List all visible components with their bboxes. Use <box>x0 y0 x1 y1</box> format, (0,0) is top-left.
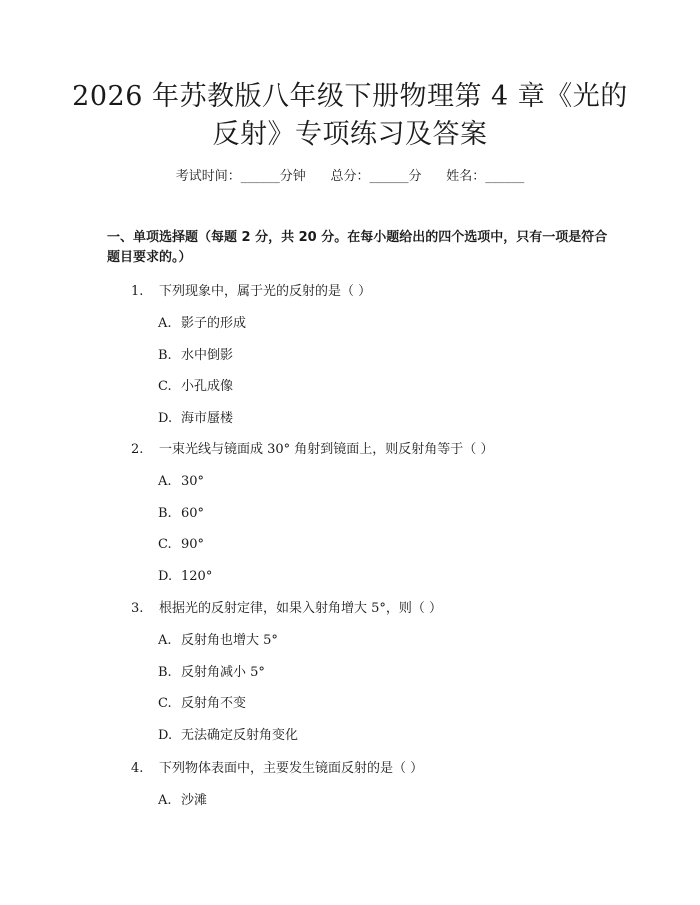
option-text: 反射角也增大 5° <box>181 633 278 648</box>
option-text: 反射角减小 5° <box>181 664 265 680</box>
exam-info-line: 考试时间：______分钟 总分：______分 姓名：______ <box>175 169 525 184</box>
option-letter: A. <box>158 474 172 489</box>
option-letter: C. <box>158 379 172 395</box>
option-text: 120° <box>181 569 213 585</box>
option-text: 90° <box>181 537 205 553</box>
option-letter: B. <box>158 664 172 680</box>
question-text: 根据光的反射定律，如果入射角增大 5°，则（ ） <box>159 601 443 616</box>
option-letter: A. <box>158 793 172 808</box>
option-text: 30° <box>181 474 205 489</box>
question-text: 下列现象中，属于光的反射的是（ ） <box>159 284 372 299</box>
option-letter: C. <box>158 696 172 712</box>
option-text: 影子的形成 <box>181 316 247 331</box>
option-letter: D. <box>158 411 173 427</box>
option-letter: A. <box>158 633 172 648</box>
question-number: 2. <box>131 442 144 457</box>
question-number: 1. <box>131 284 144 299</box>
option-letter: D. <box>158 569 173 585</box>
option-text: 反射角不变 <box>181 696 247 712</box>
option-text: 海市蜃楼 <box>181 411 234 427</box>
option-letter: B. <box>158 347 172 363</box>
option-letter: D. <box>158 728 173 744</box>
option-letter: B. <box>158 505 172 521</box>
option-letter: A. <box>158 316 172 331</box>
question-text: 一束光线与镜面成 30° 角射到镜面上，则反射角等于（ ） <box>159 442 494 457</box>
option-text: 无法确定反射角变化 <box>181 728 299 744</box>
option-text: 小孔成像 <box>181 379 234 395</box>
document-title-line-1: 2026 年苏教版八年级下册物理第 4 章《光的 <box>72 81 628 112</box>
option-text: 水中倒影 <box>181 347 234 363</box>
question-number: 3. <box>131 601 144 616</box>
option-letter: C. <box>158 537 172 553</box>
option-text: 沙滩 <box>181 793 208 808</box>
question-number: 4. <box>131 761 144 776</box>
section-heading: 一、单项选择题（每题 2 分，共 20 分。在每小题给出的四个选项中，只有一项是符合题目要求的。） <box>107 230 608 265</box>
option-text: 60° <box>181 505 205 521</box>
document-title-line-2: 反射》专项练习及答案 <box>212 119 488 150</box>
question-text: 下列物体表面中，主要发生镜面反射的是（ ） <box>159 761 424 776</box>
